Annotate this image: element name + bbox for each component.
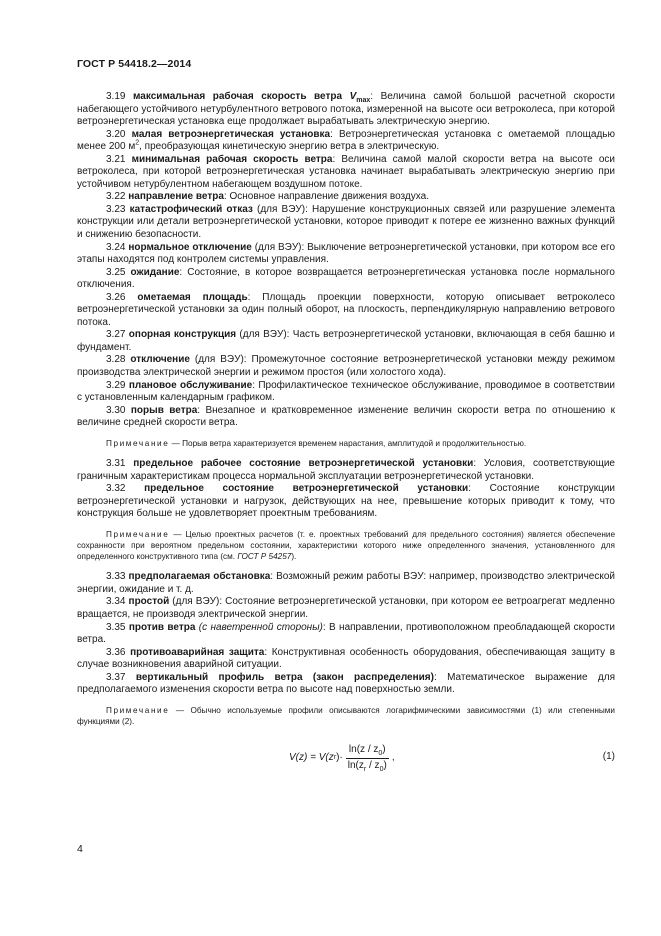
term-3-37: 3.37 вертикальный профиль ветра (закон распределения): Математическое выражение для предполагаемого изменения скорости ветра по высоте над поверхностью земли. bbox=[77, 671, 615, 696]
term-3-23: 3.23 катастрофический отказ (для ВЭУ): Нарушение конструкционных связей или разрушение элемента конструкции или детали ветроэнергетической установки, которое приводит к потере ее жизненно важных функций и снижению безопасности. bbox=[77, 203, 616, 241]
formula-denominator: $\ln(z_r / z_0)$ bbox=[347, 759, 387, 773]
term-3-25: 3.25 ожидание: Состояние, в которое возвращается ветроэнергетическая установка после нормального отключения. bbox=[77, 266, 615, 291]
term-3-20: 3.20 малая ветроэнергетическая установка: Ветроэнергетическая установка с ометаемой площадью менее 200 $м^2$, преобразующая кинетическую энергию ветра в электрическую. bbox=[77, 128, 616, 153]
standard-code: ГОСТ Р 54418.2—2014 bbox=[77, 58, 192, 70]
formula-expression: V(z) = V(z r )· $\frac{\ln(z / z_0)}{\ln(z_r / z_0)}$ , bbox=[289, 744, 395, 773]
note-limit-state: Примечание — Целью проектных расчетов (т. е. проектных требований для предельного состояния) является обеспечение сохранности при вероятном предельном состоянии, характеристики которого ниже определенного значения, установленного для определенного конструктивного типа (см. ГОСТ Р 54257). bbox=[77, 529, 615, 562]
term-3-31: 3.31 предельное рабочее состояние ветроэнергетической установки: Условия, соответствующие граничным характеристикам процесса нормальной эксплуатации ветроэнергетической установки. bbox=[77, 457, 615, 482]
term-3-33: 3.33 предполагаемая обстановка: Возможный режим работы ВЭУ: например, производство электрической энергии, ожидание и т. д. bbox=[77, 571, 615, 595]
page-number: 4 bbox=[77, 843, 83, 855]
term-3-36: 3.36 противоаварийная защита: Конструктивная особенность оборудования, обеспечивающая защиту в случае возникновения аварийной ситуации. bbox=[77, 646, 616, 671]
formula-number: (1) bbox=[602, 751, 615, 763]
term-3-19: 3.19 максимальная рабочая скорость ветра $V_{max}$: Величина самой большой расчетной скорости набегающего устойчивого нетурбулентного ветрового потока, измеренной на высоте оси ветроколеса, при которой ветроэнергетическая установка еще продолжает вырабатывать электрическую энергию. bbox=[77, 91, 615, 128]
term-3-28: 3.28 отключение (для ВЭУ): Промежуточное состояние ветроэнергетической установки между режимом производства электрической энергии и режимом простоя (или холостого хода). bbox=[77, 354, 615, 379]
term-3-22: 3.22 направление ветра: Основное направление движения воздуха. bbox=[106, 191, 429, 203]
term-3-34: 3.34 простой (для ВЭУ): Состояние ветроэнергетической установки, при котором ее ветроагрегат медленно вращается, не производя электрической энергии. bbox=[77, 596, 615, 620]
formula-1 bbox=[77, 736, 615, 786]
term-3-24: 3.24 нормальное отключение (для ВЭУ): Выключение ветроэнергетической установки, при котором все его этапы находятся под контролем системы управления. bbox=[77, 241, 616, 266]
standard-reference: ГОСТ Р 54257 bbox=[237, 552, 292, 562]
term-3-27: 3.27 опорная конструкция (для ВЭУ): Часть ветроэнергетической установки, включающая в себя башню и фундамент. bbox=[77, 329, 615, 353]
term-3-30: 3.30 порыв ветра: Внезапное и кратковременное изменение величин скорости ветра по отношению к величине средней скорости ветра. bbox=[77, 404, 615, 429]
term-3-35: 3.35 против ветра (с наветренной стороны): В направлении, противоположном преобладающей скорости ветра. bbox=[77, 621, 616, 646]
term-3-32: 3.32 предельное состояние ветроэнергетической установки: Состояние конструкции ветроэнергетической установки и нагрузок, действующих на нее, превышение которых приводит к тому, что конструкция больше не удовлетворяет проектным требованиям. bbox=[77, 483, 616, 520]
formula-numerator: $\ln(z / z_0)$ bbox=[346, 744, 389, 759]
formula-fraction bbox=[345, 744, 390, 772]
term-3-21: 3.21 минимальная рабочая скорость ветра: Величина самой малой скорости ветра на высоте оси ветроколеса, при которой ветроэнергетическая установка начинает вырабатывать электрическую энергию при устойчивом нетурбулентном набегающем воздушном потоке. bbox=[77, 153, 615, 190]
term-3-29: 3.29 плановое обслуживание: Профилактическое техническое обслуживание, проводимое в соответствии с установленным календарным графиком. bbox=[77, 379, 615, 404]
note-wind-profile: Примечание — Обычно используемые профили описываются логарифмическими зависимостями (1) или степенными функциями (2). bbox=[77, 705, 615, 726]
term-3-26: 3.26 ометаемая площадь: Площадь проекции поверхности, которую описывает ветроколесо ветроэнергетической установки за один полный оборот, на плоскость, перпендикулярную направлению ветрового потока. bbox=[77, 291, 615, 328]
document-body bbox=[77, 91, 615, 786]
note-gust: Примечание — Порыв ветра характеризуется временем нарастания, амплитудой и продолжительностью. bbox=[106, 438, 527, 448]
document-header bbox=[77, 58, 191, 70]
